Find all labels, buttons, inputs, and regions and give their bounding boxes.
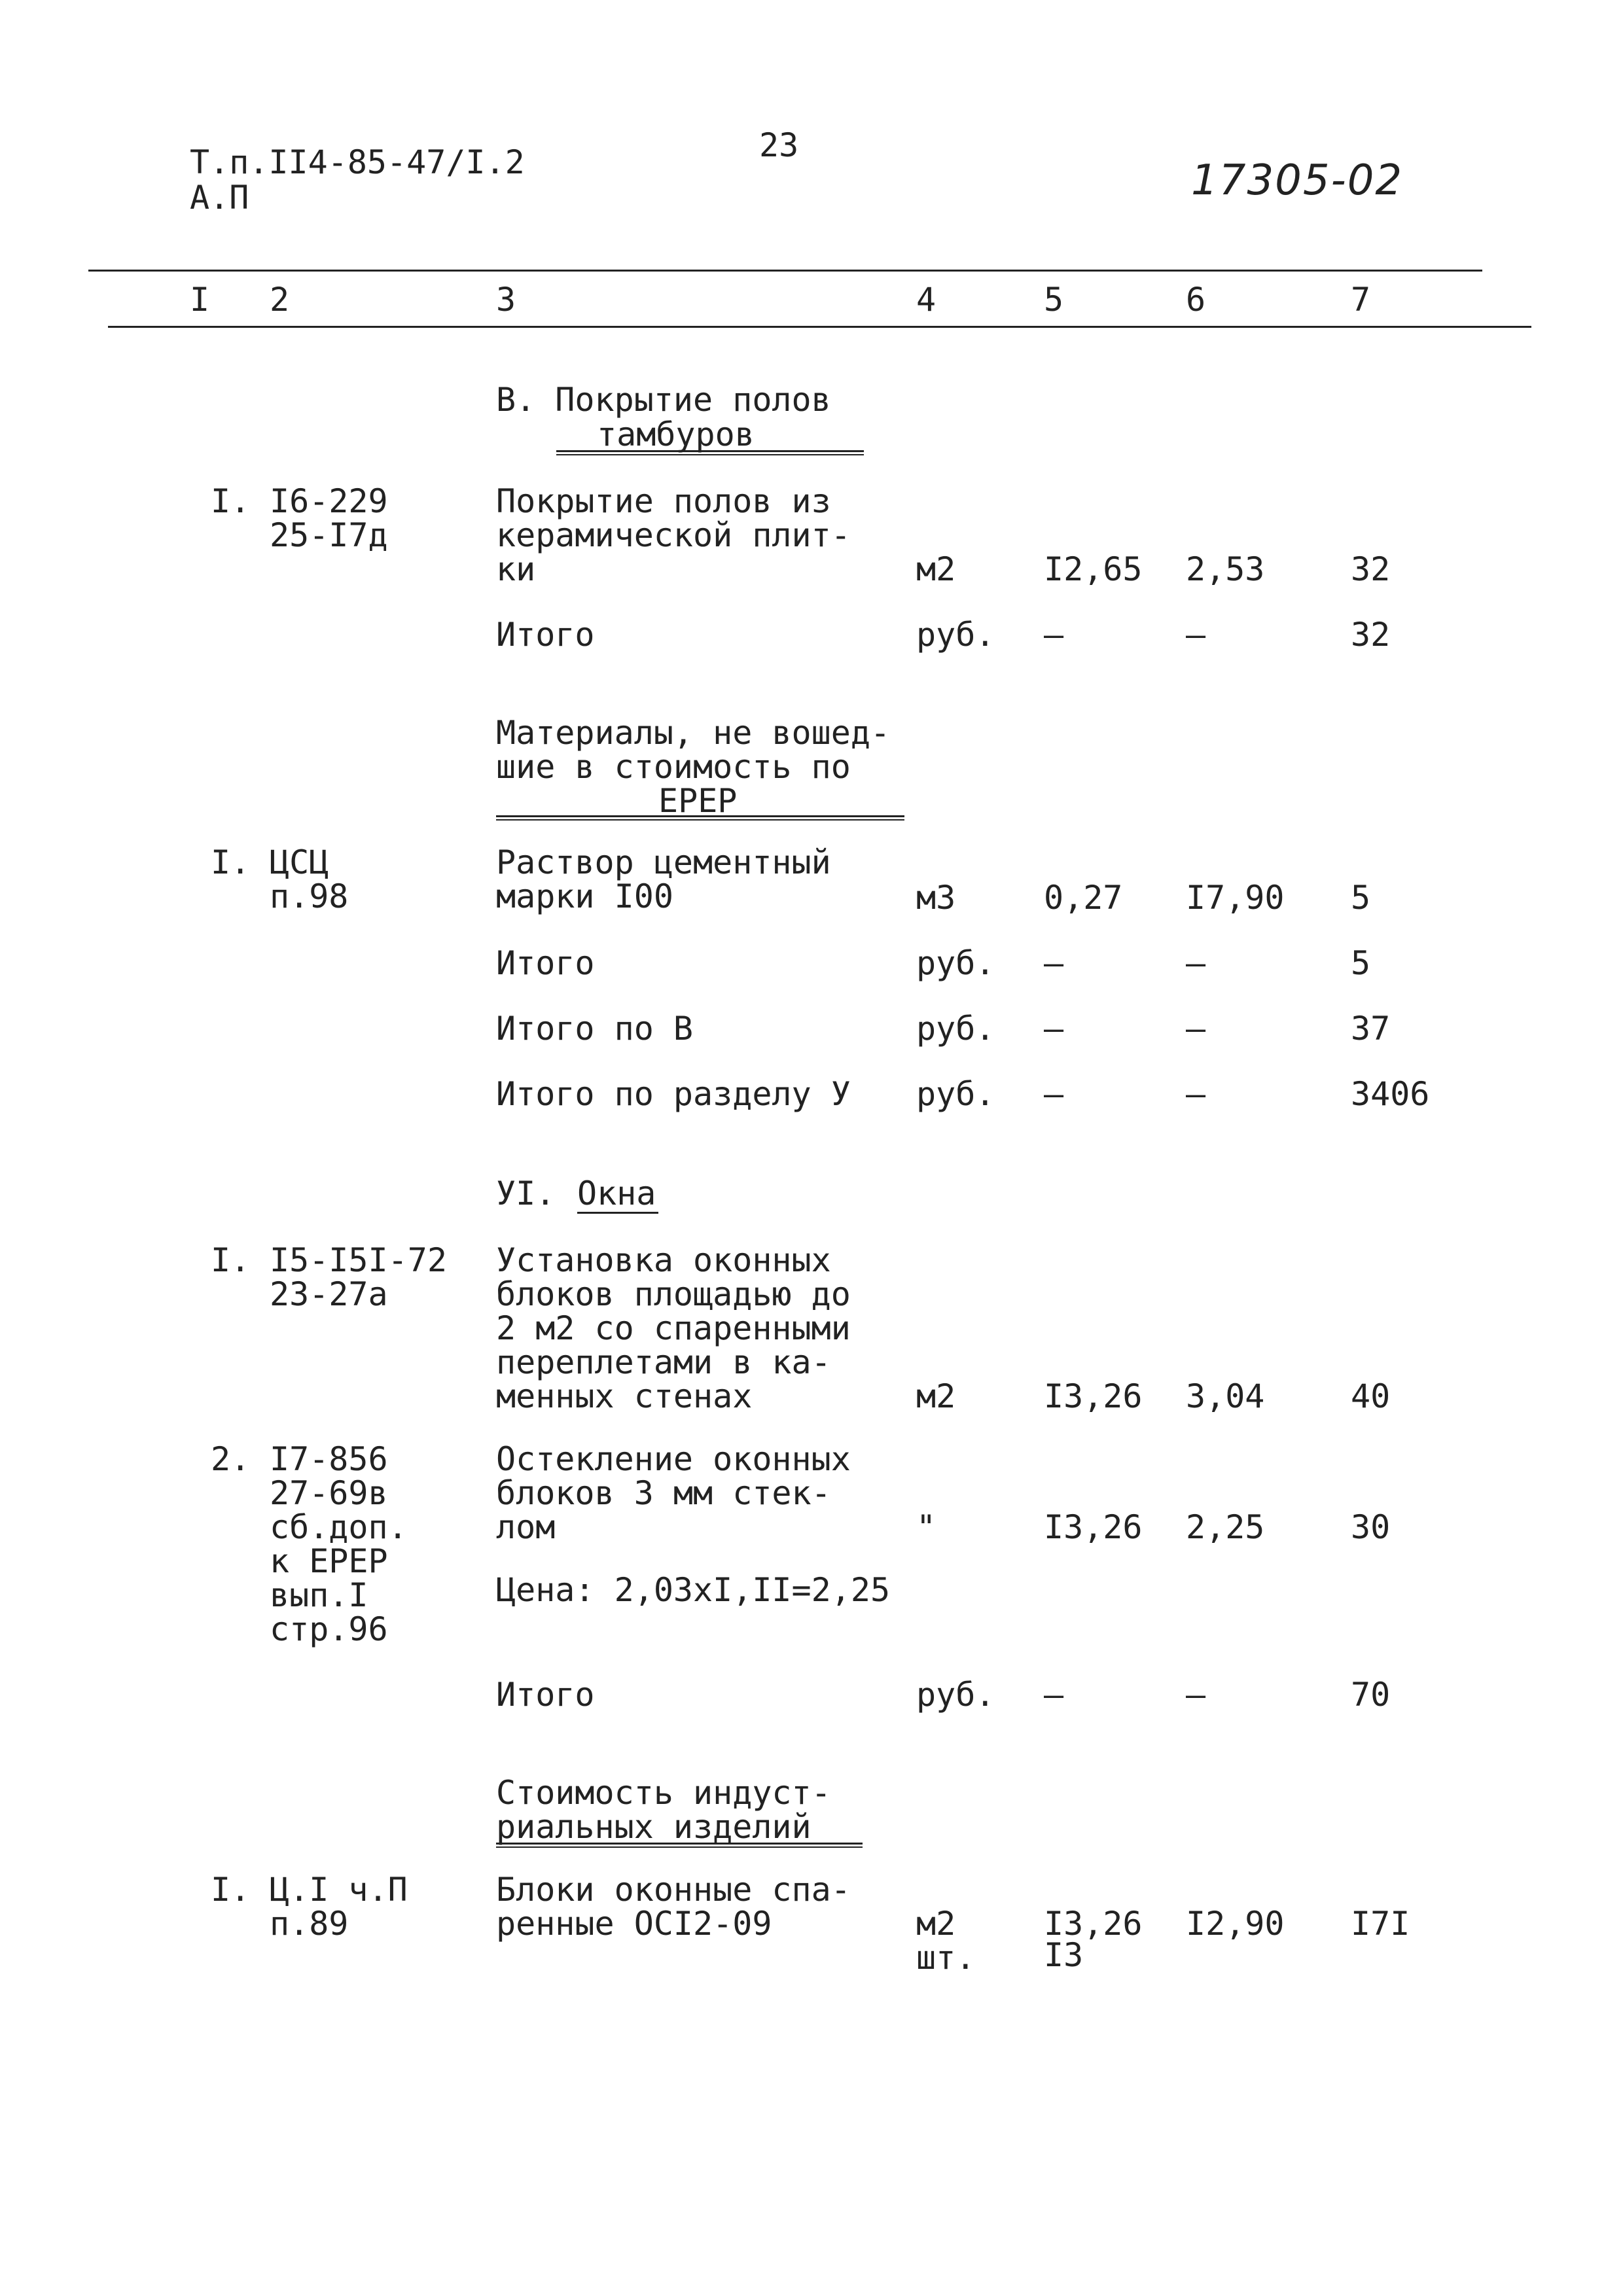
row-code: Ц.I ч.П [270, 1871, 408, 1909]
row-description: переплетами в ка- [496, 1343, 831, 1381]
handwritten-number: 17305-02 [1191, 156, 1404, 205]
column-header-5: 5 [1044, 281, 1064, 319]
row-code: I5-I5I-72 [270, 1241, 447, 1279]
column-header-7: 7 [1351, 281, 1371, 319]
subtotal-total: 3406 [1351, 1075, 1430, 1113]
row-code: к ЕРЕР [270, 1542, 388, 1580]
row-code: п.98 [270, 877, 349, 915]
row-quantity: I3,26 [1044, 1377, 1143, 1415]
section-title: Стоимость индуст- [496, 1774, 831, 1812]
row-price: I7,90 [1186, 879, 1285, 917]
row-price: 2,25 [1186, 1508, 1265, 1546]
row-unit: м2 [916, 1377, 956, 1415]
doc-code: Т.п.II4-85-47/I.2 [190, 143, 525, 181]
row-code: вып.I [270, 1576, 368, 1614]
row-total: 30 [1351, 1508, 1391, 1546]
row-description: 2 м2 со спаренными [496, 1309, 851, 1347]
row-number: I. [211, 843, 251, 881]
row-number: I. [211, 482, 251, 520]
row-description: ренные ОСI2-09 [496, 1905, 772, 1943]
row-description: Установка оконных [496, 1241, 831, 1279]
row-quantity: I2,65 [1044, 550, 1143, 588]
row-number: I. [211, 1871, 251, 1909]
row-code: ЦСЦ [270, 843, 329, 881]
subtotal-price: – [1186, 1010, 1206, 1048]
subtotal-quantity: – [1044, 944, 1064, 982]
row-description: Остекление оконных [496, 1440, 851, 1478]
column-header-2: 2 [270, 281, 290, 319]
header-rule-top [88, 270, 1482, 272]
row-description: Раствор цементный [496, 843, 831, 881]
row-description: керамической плит- [496, 516, 851, 554]
row-price: I2,90 [1186, 1905, 1285, 1943]
column-header-6: 6 [1186, 281, 1206, 319]
subtotal-quantity: – [1044, 1075, 1064, 1113]
row-description: Блоки оконные спа- [496, 1871, 851, 1909]
row-description: марки I00 [496, 877, 673, 915]
subtotal-unit: руб. [916, 1676, 995, 1714]
row-quantity: 0,27 [1044, 879, 1123, 917]
title-underline [496, 815, 904, 821]
row-number: 2. [211, 1440, 251, 1478]
row-price: 3,04 [1186, 1377, 1265, 1415]
row-unit: шт. [916, 1939, 976, 1977]
subtotal-unit: руб. [916, 944, 995, 982]
row-description: блоков площадью до [496, 1275, 851, 1313]
subtotal-label: Итого [496, 616, 595, 654]
row-code: 27-69в [270, 1474, 388, 1512]
section-title: шие в стоимость по [496, 748, 851, 786]
row-unit: м2 [916, 1905, 956, 1943]
row-total: 5 [1351, 879, 1371, 917]
subtotal-unit: руб. [916, 1010, 995, 1048]
price-note: Цена: 2,03хI,II=2,25 [496, 1571, 891, 1609]
row-code: I6-229 [270, 482, 388, 520]
row-quantity: I3 [1044, 1936, 1084, 1974]
row-description: лом [496, 1508, 556, 1546]
row-description: ки [496, 550, 536, 588]
subtotal-unit: руб. [916, 1075, 995, 1113]
subtotal-total: 5 [1351, 944, 1371, 982]
title-underline [577, 1212, 658, 1214]
subtotal-total: 70 [1351, 1676, 1391, 1714]
doc-code-sub: А.П [190, 179, 249, 217]
row-description: менных стенах [496, 1377, 753, 1415]
section-title: В. Покрытие полов [496, 381, 831, 419]
row-description: блоков 3 мм стек- [496, 1474, 831, 1512]
row-code: стр.96 [270, 1610, 388, 1648]
subtotal-quantity: – [1044, 1676, 1064, 1714]
row-number: I. [211, 1241, 251, 1279]
title-underline [556, 450, 864, 455]
column-header-3: 3 [496, 281, 516, 319]
row-price: 2,53 [1186, 550, 1265, 588]
row-total: I7I [1351, 1905, 1410, 1943]
row-total: 32 [1351, 550, 1391, 588]
section-title: Окна [577, 1174, 656, 1212]
section-title: Материалы, не вошед- [496, 714, 891, 752]
subtotal-total: 32 [1351, 616, 1391, 654]
row-code: I7-856 [270, 1440, 388, 1478]
subtotal-price: – [1186, 944, 1206, 982]
row-total: 40 [1351, 1377, 1391, 1415]
row-unit: м3 [916, 879, 956, 917]
header-rule-bottom [108, 326, 1531, 328]
row-code: 25-I7д [270, 516, 388, 554]
row-quantity: I3,26 [1044, 1508, 1143, 1546]
page-number: 23 [759, 126, 799, 164]
row-code: п.89 [270, 1905, 349, 1943]
subtotal-price: – [1186, 1676, 1206, 1714]
subtotal-price: – [1186, 1075, 1206, 1113]
section-title: ЕРЕР [658, 782, 738, 820]
row-quantity: I3,26 [1044, 1905, 1143, 1943]
column-header-4: 4 [916, 281, 936, 319]
subtotal-label: Итого по В [496, 1010, 694, 1048]
section-title: тамбуров [597, 415, 755, 453]
subtotal-price: – [1186, 616, 1206, 654]
row-unit: м2 [916, 550, 956, 588]
title-underline [496, 1843, 863, 1848]
column-header-1: I [190, 281, 210, 319]
section-number: УI. [496, 1174, 556, 1212]
row-code: сб.доп. [270, 1508, 408, 1546]
subtotal-label: Итого по разделу У [496, 1075, 851, 1113]
subtotal-label: Итого [496, 944, 595, 982]
subtotal-total: 37 [1351, 1010, 1391, 1048]
section-title: риальных изделий [496, 1808, 812, 1846]
row-unit: " [916, 1508, 936, 1546]
subtotal-quantity: – [1044, 616, 1064, 654]
subtotal-unit: руб. [916, 616, 995, 654]
row-description: Покрытие полов из [496, 482, 831, 520]
subtotal-quantity: – [1044, 1010, 1064, 1048]
row-code: 23-27а [270, 1275, 388, 1313]
subtotal-label: Итого [496, 1676, 595, 1714]
